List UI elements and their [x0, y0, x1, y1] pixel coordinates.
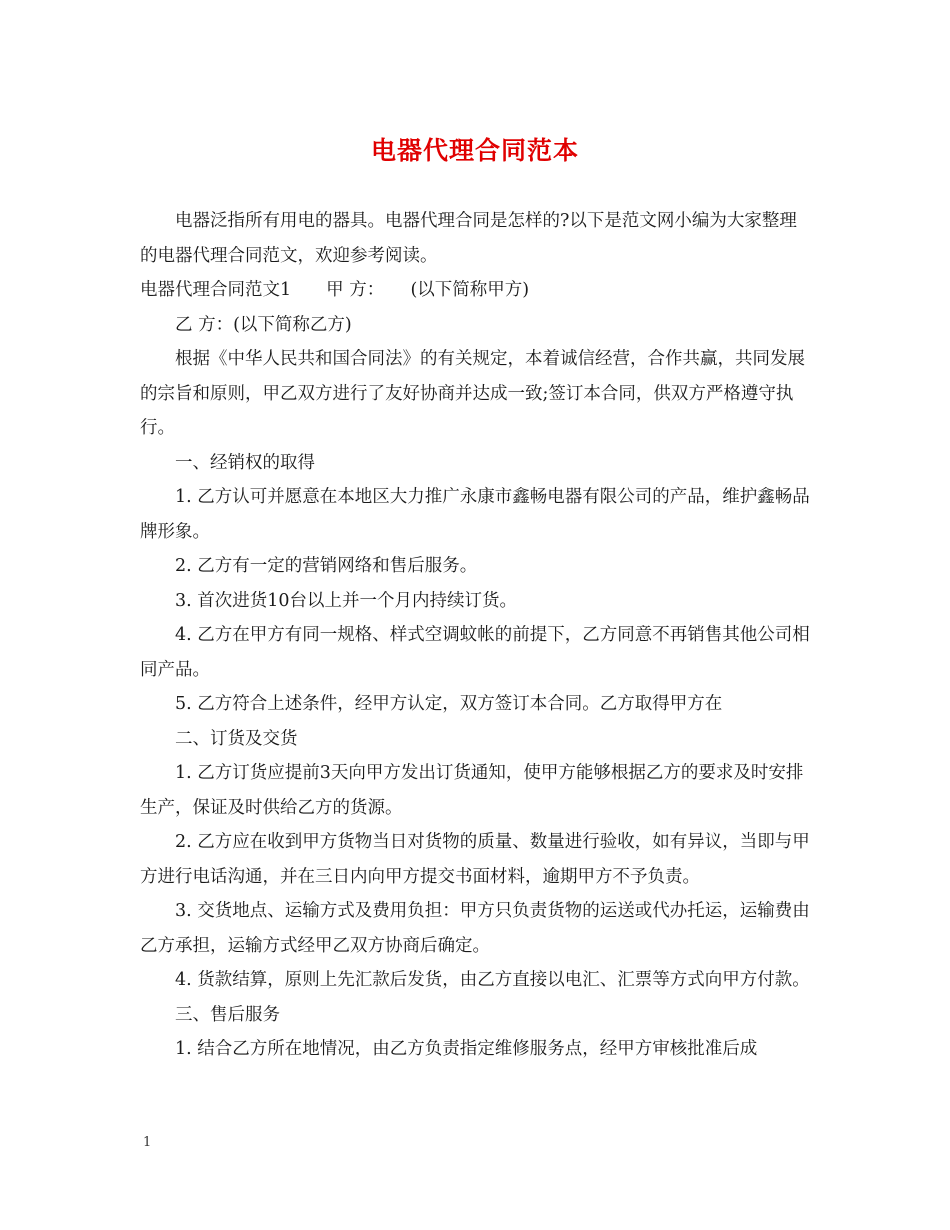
paragraph: 4. 货款结算，原则上先汇款后发货，由乙方直接以电汇、汇票等方式向甲方付款。 — [175, 970, 810, 990]
paragraph: 1. 乙方认可并愿意在本地区大力推广永康市鑫畅电器有限公司的产品，维护鑫畅品牌形象。 — [140, 487, 810, 542]
paragraph: 二、订货及交货 — [175, 728, 298, 749]
paragraph: 3. 交货地点、运输方式及费用负担：甲方只负责货物的运送或代办托运，运输费由乙方承担，运输方式经甲乙双方协商后确定。 — [140, 901, 810, 956]
paragraph: 乙 方：(以下简称乙方) — [175, 314, 352, 335]
paragraph: 2. 乙方有一定的营销网络和售后服务。 — [175, 556, 478, 576]
paragraph: 一、经销权的取得 — [175, 452, 315, 473]
paragraph: 电器泛指所有用电的器具。电器代理合同是怎样的?以下是范文网小编为大家整理的电器代理合同范文，欢迎参考阅读。 — [140, 211, 797, 266]
paragraph: 电器代理合同范文1 甲 方： (以下简称甲方) — [140, 280, 530, 300]
paragraph: 2. 乙方应在收到甲方货物当日对货物的质量、数量进行验收，如有异议，当即与甲方进行电话沟通，并在三日内向甲方提交书面材料，逾期甲方不予负责。 — [140, 832, 810, 887]
page-number: 1 — [143, 1135, 152, 1150]
document-title: 电器代理合同范本 — [370, 136, 579, 165]
paragraph: 三、售后服务 — [175, 1004, 280, 1025]
paragraph: 5. 乙方符合上述条件，经甲方认定，双方签订本合同。乙方取得甲方在 — [175, 694, 723, 714]
paragraph: 4. 乙方在甲方有同一规格、样式空调蚊帐的前提下，乙方同意不再销售其他公司相同产品。 — [140, 625, 810, 680]
paragraph: 1. 结合乙方所在地情况，由乙方负责指定维修服务点，经甲方审核批准后成 — [175, 1039, 758, 1059]
paragraph: 1. 乙方订货应提前3天向甲方发出订货通知，使甲方能够根据乙方的要求及时安排生产，保证及时供给乙方的货源。 — [140, 763, 804, 818]
document-body — [140, 204, 812, 1067]
paragraph: 3. 首次进货10台以上并一个月内持续订货。 — [175, 590, 518, 611]
paragraph: 根据《中华人民共和国合同法》的有关规定，本着诚信经营，合作共赢，共同发展的宗旨和原则，甲乙双方进行了友好协商并达成一致;签订本合同，供双方严格遵守执行。 — [140, 349, 805, 438]
